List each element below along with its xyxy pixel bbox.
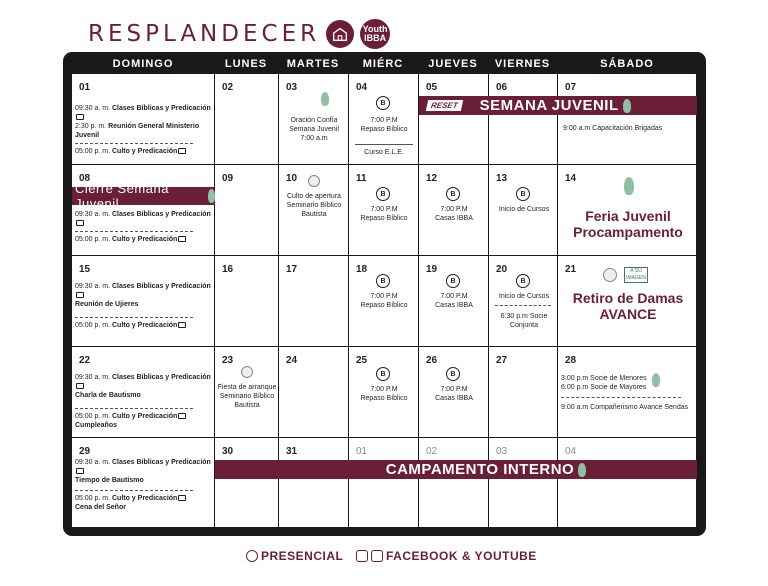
- day-number: 02: [426, 446, 438, 457]
- day-cell[interactable]: [72, 347, 215, 438]
- leaf-icon: [321, 92, 329, 106]
- day-number: 19: [426, 264, 438, 275]
- day-cell[interactable]: [72, 438, 215, 528]
- day-number: 07: [565, 82, 577, 93]
- leaf-icon: [624, 177, 634, 195]
- header: [88, 14, 390, 54]
- bible-icon: B: [446, 187, 460, 201]
- bible-icon: B: [446, 274, 460, 288]
- leaf-icon: [623, 99, 631, 113]
- day-number: 31: [286, 446, 298, 457]
- event-retiro-damas: Retiro de Damas AVANCE: [572, 290, 684, 322]
- day-events: 09:30 a. m. Clases Bíblicas y Predicación 05:00 p. m. Culto y Predicación: [75, 211, 211, 243]
- day-cell[interactable]: [419, 438, 489, 528]
- bible-icon: B: [516, 274, 530, 288]
- day-cell[interactable]: [215, 438, 279, 528]
- day-cell[interactable]: [349, 256, 419, 347]
- weekday-sabado: SÁBADO: [600, 58, 654, 70]
- day-number: 16: [222, 264, 234, 275]
- footer-presencial: PRESENCIAL: [246, 549, 343, 563]
- day-cell[interactable]: [419, 74, 489, 165]
- day-cell[interactable]: [279, 256, 349, 347]
- campamento-band: CAMPAMENTO INTERNO: [215, 460, 697, 479]
- day-number: 15: [79, 264, 91, 275]
- church-logo-icon: [326, 20, 354, 48]
- day-number: 17: [286, 264, 298, 275]
- day-cell[interactable]: [558, 165, 697, 256]
- day-number: 21: [565, 264, 577, 275]
- bible-icon: B: [376, 367, 390, 381]
- day-number: 20: [496, 264, 508, 275]
- weekday-domingo: DOMINGO: [112, 58, 174, 70]
- day-number: 28: [565, 355, 577, 366]
- day-number: 01: [356, 446, 368, 457]
- day-number: 14: [565, 173, 577, 184]
- day-number: 27: [496, 355, 508, 366]
- day-events: 09:30 a. m. Clases Bíblicas y Predicación Reunión de Ujieres 05:00 p. m. Culto y Predicación: [75, 283, 211, 329]
- reset-logo: RESET: [426, 100, 463, 111]
- day-cell[interactable]: [489, 347, 558, 438]
- day-cell[interactable]: [419, 165, 489, 256]
- weekday-miercoles: MIÉRC: [362, 58, 404, 70]
- seminary-seal-icon: [241, 366, 253, 378]
- event-repaso: 7:00 P.M Repaso Bíblico: [360, 117, 408, 133]
- semana-juvenil-band: RESET SEMANA JUVENIL: [419, 96, 697, 115]
- day-cell[interactable]: [279, 74, 349, 165]
- event-curso-ele: Curso E.L.E.: [364, 149, 404, 156]
- day-cell[interactable]: [349, 74, 419, 165]
- day-number: 02: [222, 82, 234, 93]
- day-events: 09:30 a. m. Clases Bíblicas y Predicación Charla de Bautismo 05:00 p. m. Culto y Predicación Cumpleaños: [75, 374, 211, 429]
- event-casas: 7:00 P.M Casas IBBA: [435, 206, 473, 222]
- seminary-seal-icon: [308, 175, 320, 187]
- day-cell[interactable]: [349, 438, 419, 528]
- day-cell[interactable]: [489, 438, 558, 528]
- event-oracion: Oración Confía Semana Juvenil 7:00 a.m: [289, 117, 339, 142]
- day-cell[interactable]: [215, 347, 279, 438]
- bible-icon: [246, 550, 258, 562]
- day-cell[interactable]: [558, 256, 697, 347]
- day-number: 25: [356, 355, 368, 366]
- day-number: 18: [356, 264, 368, 275]
- day-cell[interactable]: [215, 74, 279, 165]
- leaf-icon: [208, 189, 215, 203]
- facebook-icon: [356, 550, 368, 562]
- event-socie-conjunta: 6:30 p.m Socie Conjunta: [500, 313, 548, 329]
- day-number: 09: [222, 173, 234, 184]
- event-capacitacion: 9:00 a.m Capacitación Brigadas: [563, 125, 663, 132]
- day-number: 06: [496, 82, 508, 93]
- day-number: 01: [79, 82, 91, 93]
- weekday-martes: MARTES: [286, 58, 340, 70]
- youth-ibba-logo: Youth IBBA: [360, 19, 390, 49]
- day-cell[interactable]: [215, 256, 279, 347]
- day-events: 09:30 a. m. Clases Bíblicas y Predicación 2:30 p. m. Reunión General Ministerio Juvenil 05:00 p. m. Culto y Predicación: [75, 105, 211, 155]
- leaf-icon: [578, 463, 586, 477]
- day-number: 12: [426, 173, 438, 184]
- day-cell[interactable]: [349, 165, 419, 256]
- day-number: 13: [496, 173, 508, 184]
- youtube-icon: [178, 148, 186, 154]
- bible-icon: B: [376, 274, 390, 288]
- event-inicio-cursos: Inicio de Cursos: [498, 293, 550, 300]
- day-cell[interactable]: [279, 165, 349, 256]
- day-number: 05: [426, 82, 438, 93]
- bible-icon: B: [446, 367, 460, 381]
- weekday-header: [63, 52, 706, 74]
- event-casas: 7:00 P.M Casas IBBA: [435, 386, 473, 402]
- bible-icon: B: [376, 187, 390, 201]
- day-cell[interactable]: [279, 347, 349, 438]
- day-cell[interactable]: [558, 438, 697, 528]
- day-cell[interactable]: [489, 74, 558, 165]
- day-cell[interactable]: [215, 165, 279, 256]
- day-number: 04: [565, 446, 577, 457]
- event-culto-apertura: Culto de apertura Seminario Bíblico Bautista: [286, 193, 342, 218]
- footer-online: FACEBOOK & YOUTUBE: [356, 549, 537, 563]
- day-events: 09:30 a. m. Clases Bíblicas y Predicación Tiempo de Bautismo 05:00 p. m. Culto y Predicación Cena del Señor: [75, 459, 211, 511]
- day-events: 3:00 p.m Socie de Menores 6:00 p.m Socie de Mayores 9:00 a.m Compañerismo Avance Sendas: [561, 375, 689, 411]
- bible-icon: B: [376, 96, 390, 110]
- day-number: 08: [79, 173, 91, 184]
- day-cell[interactable]: [558, 74, 697, 165]
- event-repaso: 7:00 P.M Repaso Bíblico: [360, 386, 408, 402]
- event-casas: 7:00 P.M Casas IBBA: [435, 293, 473, 309]
- bible-icon: B: [516, 187, 530, 201]
- weekday-jueves: JUEVES: [428, 58, 478, 70]
- calendar-frame: [63, 52, 706, 536]
- facebook-icon: [76, 114, 84, 120]
- day-cell[interactable]: [558, 347, 697, 438]
- day-number: 24: [286, 355, 298, 366]
- day-number: 10: [286, 173, 298, 184]
- day-cell[interactable]: [489, 165, 558, 256]
- day-cell[interactable]: [419, 256, 489, 347]
- day-number: 03: [496, 446, 508, 457]
- brand-title: RESPLANDECER: [88, 21, 321, 47]
- day-number: 30: [222, 446, 234, 457]
- event-repaso: 7:00 P.M Repaso Bíblico: [360, 206, 408, 222]
- a-su-imagen-badge: A SU IMAGEN: [624, 267, 648, 283]
- event-repaso: 7:00 P.M Repaso Bíblico: [360, 293, 408, 309]
- weekday-lunes: LUNES: [224, 58, 268, 70]
- day-cell[interactable]: [419, 347, 489, 438]
- day-number: 03: [286, 82, 298, 93]
- weekday-viernes: VIERNES: [494, 58, 551, 70]
- event-fiesta-arranque: Fiesta de arranque Seminario Bíblico Bautista: [217, 384, 277, 409]
- day-number: 26: [426, 355, 438, 366]
- day-cell[interactable]: [72, 74, 215, 165]
- day-number: 23: [222, 355, 234, 366]
- day-cell[interactable]: [72, 256, 215, 347]
- day-cell[interactable]: [489, 256, 558, 347]
- cierre-semana-band: Cierre Semana Juvenil: [72, 187, 215, 205]
- day-number: 04: [356, 82, 368, 93]
- event-inicio-cursos: Inicio de Cursos: [498, 206, 550, 213]
- youtube-icon: [371, 550, 383, 562]
- day-number: 11: [356, 173, 367, 184]
- event-feria-juvenil: Feria Juvenil Procampamento: [573, 208, 683, 240]
- avance-seal-icon: [603, 268, 617, 282]
- day-number: 29: [79, 446, 91, 457]
- day-cell[interactable]: [349, 347, 419, 438]
- day-cell[interactable]: [279, 438, 349, 528]
- day-number: 22: [79, 355, 91, 366]
- calendar-grid: [72, 74, 697, 528]
